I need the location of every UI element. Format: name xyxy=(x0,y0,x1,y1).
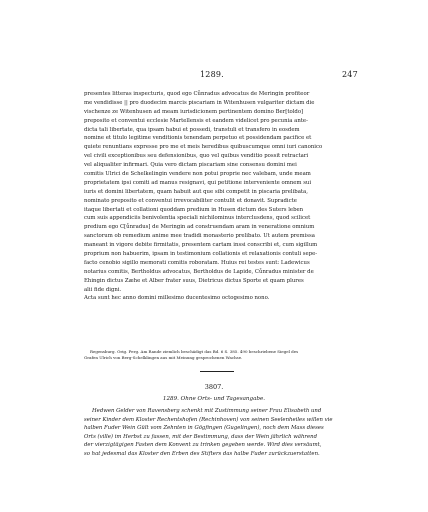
body-line: comitis Ulrici de Schelkelingin vendere non potui proprie nec valebam, unde meam xyxy=(84,171,311,178)
dating-clause: Acta sunt hec anno domini millesimo ducentesimo octogesimo nono. xyxy=(84,295,270,302)
note-line: Regensburg. Orig. Perg. Am Rande ziemlich beschädigt das Bd. 6 S. 385. 490 beschriebene Siegel des xyxy=(90,349,299,354)
body-line: quiete renuntians expresse pro me et meis heredibus quibuscumque omni iuri canonico xyxy=(84,144,323,151)
body-line: vel aliqualiter infirmari. Quia vero dictam piscariam sine consensu domini mei xyxy=(84,162,297,169)
body-line: nominato preposito et conventui irrevocabiliter contulit et donavit. Supradicte xyxy=(84,197,297,204)
body-line: predium ego C[ůnradus] de Meringin ad construendam aram in veneratione omnium xyxy=(84,224,315,231)
body-line: proprium non habuerim, ipsam in testimonium collationis et relaxationis contuli sepe- xyxy=(84,251,318,258)
page-number: 247 xyxy=(342,70,358,79)
document-summary xyxy=(84,407,358,459)
body-line: sanctorum ob remedium anime mee tradidi monasterio prelibato. Ut autem premissa xyxy=(84,233,315,240)
header-year: 1289. xyxy=(200,70,224,79)
summary-line: seiner Kinder dem Kloster Rechentshofen (Rechinhoven) von seinen Seelenheiles willen vie xyxy=(84,416,333,423)
body-line: proprietatem ipsi comiti ad manus resignavi, qui petitione interveniente omnem sui xyxy=(84,179,312,186)
document-number: 3807. xyxy=(204,383,224,391)
body-line: preposito et conventui ecclesie Martellensis et eandem videlicet pro pecunia ante- xyxy=(84,117,308,124)
charter-text xyxy=(84,90,358,303)
body-line: iuris et domini libertatem, quam habuit aut que sibi competit in piscaria prelibata, xyxy=(84,188,308,195)
section-divider xyxy=(200,371,234,372)
body-line: cum suis appendiciis benivolentia speciali nichilominus interclusdens, quod scilicet xyxy=(84,215,311,222)
body-line: facto cenobio sigillo memorati comitis roboratam. Huius rei testes sunt: Ladewicus xyxy=(84,259,310,266)
body-line: nomine et titulo legitime venditionis tenendam perpetuo et possidendam pacifice et xyxy=(84,135,312,142)
source-note xyxy=(84,349,358,362)
summary-line: halben Fuder Wein Gült vom Zehnten in Gögfingen (Gugelingen), noch dem Mass dieses xyxy=(84,425,324,432)
document-dateline: 1289. Ohne Orts- und Tagesangabe. xyxy=(162,396,266,402)
body-line: maneant in vigore debite firmitatis, presentem cartam inssi conscribi et, cum sigillum xyxy=(84,242,318,249)
running-header xyxy=(0,70,428,82)
body-line: itaque libertati et collationi quoddam predium in Husen dictum des Suters leben xyxy=(84,206,304,213)
body-line: notarius comitis, Bertholdus advocatus, Bertholdus de Lapide, Cůnradus minister de xyxy=(84,268,314,275)
body-line: dicta tali libertate, qua ipsam habui et possedi, transtuli et transfero in eosdem xyxy=(84,126,300,133)
note-line: Grafen Ulrich von Berg-Schelklingen aus mit Meinung gesprochenen Wachse. xyxy=(84,355,243,361)
summary-line: der vierzigtägigen Fasten dem Konvent zu trinken gegeben werde. Wird dies versäumt, xyxy=(84,442,322,449)
body-line: vischenze ze Witenhusen ad meam iurisdicionem pertinentem domino Ber[toldo] xyxy=(84,108,304,115)
body-line: alii fide digni. xyxy=(84,286,122,293)
summary-line: Orts (ville) im Herbst zu fassen, mit der Bestimmung, dass der Wein jährlich während xyxy=(84,433,318,440)
body-line: vel civili exceptionibus seu defensionibus, quo vel quibus venditio possit retractari xyxy=(84,153,309,160)
body-line: me vendidisse || pro duodecim marcis piscariam in Witenhusen vulgariter dictam die xyxy=(84,99,315,106)
summary-line: so hat jedesmal das Kloster den Erben des Stifters das halbe Fuder zurückzuerstatten. xyxy=(84,450,320,457)
summary-line: Hedwen Gelder von Ravensberg schenkt mit Zustimmung seiner Frau Elisabeth und xyxy=(92,408,322,414)
body-line: presentes litteras inspecturis, quod ego Cůnradus advocatus de Meringin profiteor xyxy=(84,91,310,97)
body-line: Ehingin dictus Zæhe et Alber frater suus, Dietricus dictus Sporte et quam plures xyxy=(84,277,304,284)
